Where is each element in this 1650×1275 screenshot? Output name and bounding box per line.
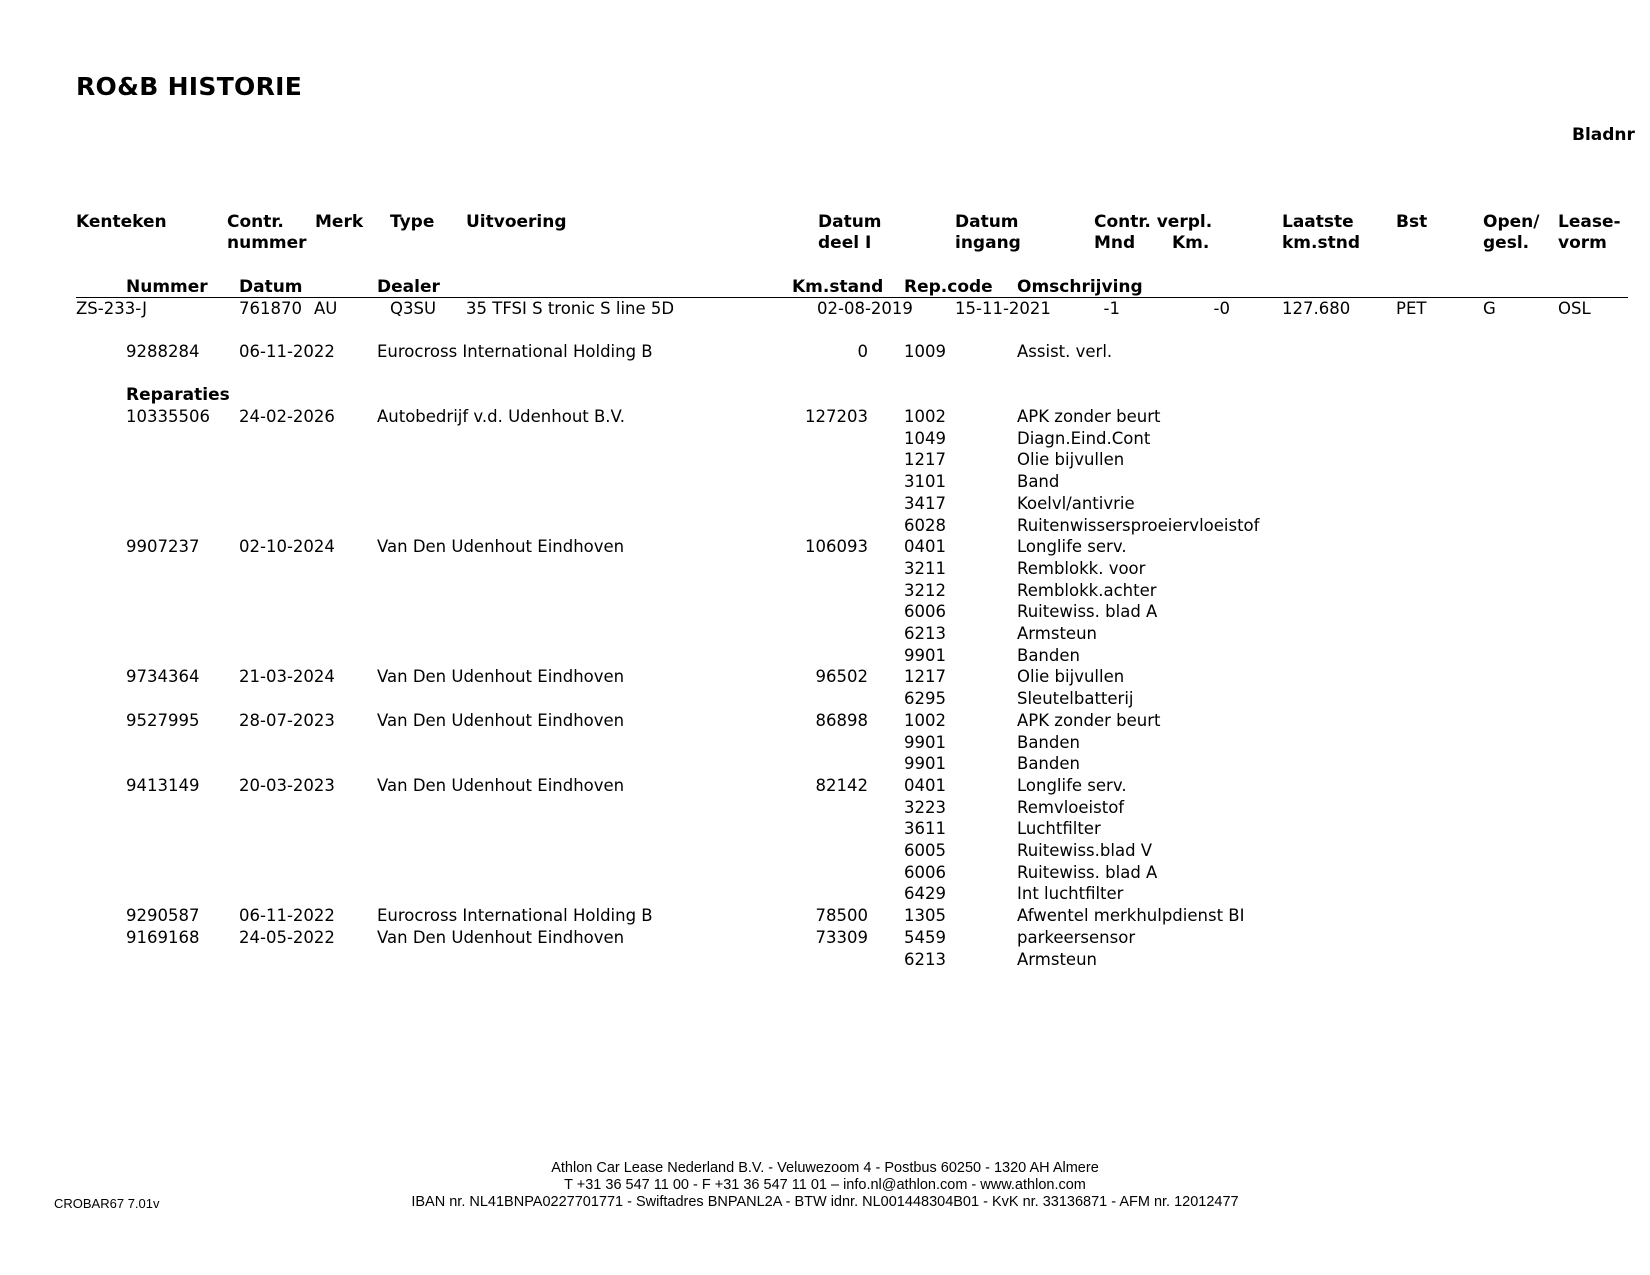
doc-code: CROBAR67 7.01v xyxy=(54,1196,160,1211)
repair-omschrijving: APK zonder beurt xyxy=(1017,407,1161,426)
col-bst: Bst xyxy=(1396,212,1428,232)
vehicle-lease: OSL xyxy=(1558,299,1591,318)
repair-code: 3223 xyxy=(904,797,946,817)
repair-datum: 20-03-2023 xyxy=(239,775,335,795)
header-rule xyxy=(76,297,1628,298)
repair-omschrijving: parkeersensor xyxy=(1017,927,1136,947)
col-uitvoering: Uitvoering xyxy=(466,212,567,232)
vehicle-km: -0 xyxy=(1213,299,1230,318)
repair-code: 3212 xyxy=(904,580,946,600)
repair-datum: 24-02-2026 xyxy=(239,407,335,426)
repair-omschrijving: Banden xyxy=(1017,754,1080,774)
repair-nummer: 9169168 xyxy=(126,927,200,947)
repair-code: 0401 xyxy=(904,537,946,557)
repair-dealer: Van Den Udenhout Eindhoven xyxy=(377,927,625,947)
repair-dealer: Van Den Udenhout Eindhoven xyxy=(377,537,625,557)
repair-omschrijving: Olie bijvullen xyxy=(1017,450,1125,470)
repair-code: 3417 xyxy=(904,493,946,513)
col-mnd: Mnd xyxy=(1094,233,1136,253)
col-datum-ingang-2: ingang xyxy=(955,233,1021,253)
col-kenteken: Kenteken xyxy=(76,212,167,232)
vehicle-kenteken: ZS-233-J xyxy=(76,299,147,318)
repair-code: 3101 xyxy=(904,472,946,492)
repair-omschrijving: Longlife serv. xyxy=(1017,537,1127,557)
repair-code: 3611 xyxy=(904,819,946,839)
page-title: RO&B HISTORIE xyxy=(76,72,303,101)
col-contr-2: nummer xyxy=(227,233,307,253)
repair-nummer: 10335506 xyxy=(126,407,210,426)
repair-omschrijving: Band xyxy=(1017,472,1060,492)
repair-code: 6006 xyxy=(904,862,946,882)
repair-code: 6006 xyxy=(904,602,946,622)
repair-nummer: 9734364 xyxy=(126,667,200,687)
vehicle-datum-deel: 02-08-2019 xyxy=(817,299,913,318)
sub-kmstand: Km.stand xyxy=(792,277,884,297)
vehicle-laatste-km: 127.680 xyxy=(1282,299,1351,318)
repair-datum: 21-03-2024 xyxy=(239,667,335,687)
bladnr-label: Bladnr xyxy=(1572,125,1635,145)
col-laatste-2: km.stnd xyxy=(1282,233,1360,253)
repair-omschrijving: Remvloeistof xyxy=(1017,797,1125,817)
sub-nummer: Nummer xyxy=(126,277,208,297)
repair-km: 127203 xyxy=(805,407,868,426)
repair-code: 9901 xyxy=(904,645,946,665)
repair-km: 96502 xyxy=(815,667,868,687)
sub-repcode: Rep.code xyxy=(904,277,993,297)
repair-omschrijving: Banden xyxy=(1017,645,1080,665)
repair-code: 9901 xyxy=(904,754,946,774)
repair-code: 1305 xyxy=(904,906,946,926)
assist-km: 0 xyxy=(857,342,868,361)
col-merk: Merk xyxy=(315,212,364,232)
sub-omschrijving: Omschrijving xyxy=(1017,277,1143,297)
vehicle-contract: 761870 xyxy=(239,299,302,318)
repair-dealer: Van Den Udenhout Eindhoven xyxy=(377,667,625,687)
repair-omschrijving: Banden xyxy=(1017,732,1080,752)
repair-omschrijving: Remblokk.achter xyxy=(1017,580,1157,600)
repair-code: 6429 xyxy=(904,884,946,904)
col-open-2: gesl. xyxy=(1483,233,1530,253)
vehicle-bst: PET xyxy=(1396,299,1427,318)
repair-omschrijving: Afwentel merkhulpdienst BI xyxy=(1017,906,1245,926)
repair-code: 6213 xyxy=(904,949,946,969)
repair-nummer: 9413149 xyxy=(126,775,200,795)
repair-code: 9901 xyxy=(904,732,946,752)
assist-omschrijving: Assist. verl. xyxy=(1017,342,1113,361)
repair-datum: 24-05-2022 xyxy=(239,927,335,947)
repair-code: 0401 xyxy=(904,775,946,795)
vehicle-merk: AU xyxy=(314,299,338,318)
col-contr-verpl: Contr. verpl. xyxy=(1094,212,1213,232)
assist-dealer: Eurocross International Holding B xyxy=(377,342,653,361)
vehicle-type: Q3SU xyxy=(390,299,437,318)
repair-dealer: Autobedrijf v.d. Udenhout B.V. xyxy=(377,407,625,426)
repair-omschrijving: Luchtfilter xyxy=(1017,819,1101,839)
vehicle-open: G xyxy=(1483,299,1496,318)
repair-omschrijving: Koelvl/antivrie xyxy=(1017,493,1135,513)
vehicle-datum-ingang: 15-11-2021 xyxy=(955,299,1051,318)
repair-omschrijving: Ruitewiss. blad A xyxy=(1017,862,1158,882)
repair-code: 1217 xyxy=(904,667,946,687)
repair-omschrijving: Diagn.Eind.Cont xyxy=(1017,428,1151,448)
repair-code: 6295 xyxy=(904,689,946,709)
repair-dealer: Eurocross International Holding B xyxy=(377,906,653,926)
repair-datum: 02-10-2024 xyxy=(239,537,335,557)
repair-km: 78500 xyxy=(815,906,868,926)
footer-bank: IBAN nr. NL41BNPA0227701771 - Swiftadres BNPANL2A - BTW idnr. NL001448304B01 - KvK nr. 33136871 - AFM nr. 12012477 xyxy=(411,1194,1239,1210)
col-datum-ingang: Datum xyxy=(955,212,1019,232)
repair-code: 1002 xyxy=(904,710,946,730)
repair-km: 73309 xyxy=(815,927,868,947)
repair-omschrijving: Sleutelbatterij xyxy=(1017,689,1134,709)
footer-address: Athlon Car Lease Nederland B.V. - Veluwezoom 4 - Postbus 60250 - 1320 AH Almere xyxy=(551,1160,1099,1176)
repair-code: 5459 xyxy=(904,927,946,947)
repair-omschrijving: APK zonder beurt xyxy=(1017,710,1161,730)
repair-code: 1002 xyxy=(904,407,946,426)
repair-km: 86898 xyxy=(815,710,868,730)
repair-omschrijving: Int luchtfilter xyxy=(1017,884,1124,904)
repair-datum: 06-11-2022 xyxy=(239,906,335,926)
reparaties-label: Reparaties xyxy=(126,385,230,405)
vehicle-mnd: -1 xyxy=(1103,299,1120,318)
repair-omschrijving: Ruitewiss. blad A xyxy=(1017,602,1158,622)
repair-omschrijving: Olie bijvullen xyxy=(1017,667,1125,687)
col-km: Km. xyxy=(1172,233,1210,253)
repair-datum: 28-07-2023 xyxy=(239,710,335,730)
col-open: Open/ xyxy=(1483,212,1540,232)
col-contr: Contr. xyxy=(227,212,284,232)
repair-code: 6213 xyxy=(904,624,946,643)
repair-omschrijving: Longlife serv. xyxy=(1017,775,1127,795)
repair-omschrijving: Ruitewiss.blad V xyxy=(1017,841,1153,860)
assist-code: 1009 xyxy=(904,342,946,361)
repair-code: 6005 xyxy=(904,841,946,860)
repair-dealer: Van Den Udenhout Eindhoven xyxy=(377,775,625,795)
vehicle-uitvoering: 35 TFSI S tronic S line 5D xyxy=(466,299,675,318)
repair-dealer: Van Den Udenhout Eindhoven xyxy=(377,710,625,730)
repair-nummer: 9290587 xyxy=(126,906,200,926)
repair-km: 82142 xyxy=(815,775,868,795)
assist-nummer: 9288284 xyxy=(126,342,200,361)
sub-dealer: Dealer xyxy=(377,277,440,297)
repair-code: 6028 xyxy=(904,515,946,535)
col-laatste: Laatste xyxy=(1282,212,1354,232)
col-datum-deel-2: deel I xyxy=(818,233,872,253)
repair-code: 1049 xyxy=(904,428,946,448)
repair-omschrijving: Armsteun xyxy=(1017,949,1097,969)
repair-nummer: 9907237 xyxy=(126,537,200,557)
col-lease-2: vorm xyxy=(1558,233,1607,253)
footer-contact: T +31 36 547 11 00 - F +31 36 547 11 01 – info.nl@athlon.com - www.athlon.com xyxy=(564,1177,1086,1193)
repair-nummer: 9527995 xyxy=(126,710,200,730)
assist-datum: 06-11-2022 xyxy=(239,342,335,361)
repair-km: 106093 xyxy=(805,537,868,557)
repair-code: 1217 xyxy=(904,450,946,470)
repair-code: 3211 xyxy=(904,558,946,578)
repair-omschrijving: Remblokk. voor xyxy=(1017,558,1146,578)
col-type: Type xyxy=(390,212,435,232)
sub-datum: Datum xyxy=(239,277,303,297)
repair-omschrijving: Armsteun xyxy=(1017,624,1097,643)
repair-omschrijving: Ruitenwissersproeiervloeistof xyxy=(1017,515,1260,535)
col-datum-deel: Datum xyxy=(818,212,882,232)
col-lease: Lease- xyxy=(1558,212,1621,232)
